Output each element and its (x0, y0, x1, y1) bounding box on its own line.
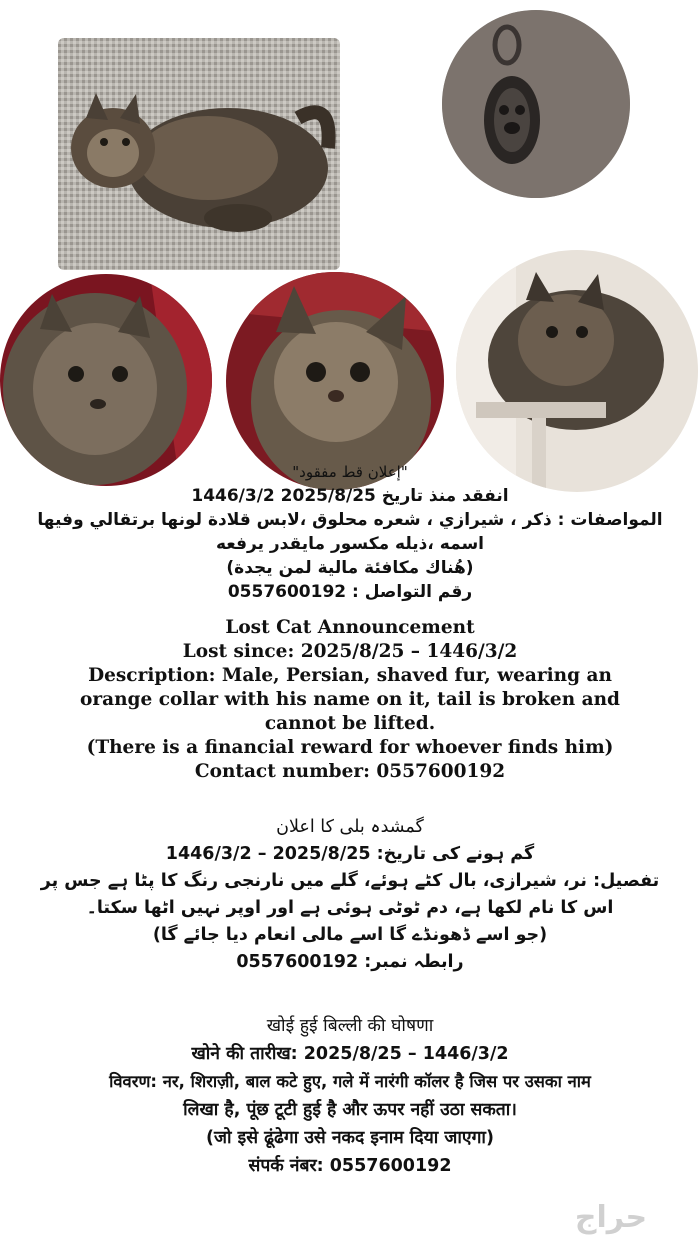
urdu-contact: رابطہ نمبر: 0557600192 (236, 952, 464, 972)
urdu-section (0, 814, 700, 976)
hindi-lost-since: खोने की तारीख: 2025/8/25 – 1446/3/2 (191, 1044, 509, 1064)
urdu-reward: (جو اسے ڈھونڈے گا اسے مالی انعام دیا جائے گا) (152, 925, 548, 945)
english-contact: Contact number: 0557600192 (194, 761, 506, 782)
english-description-line1: Description: Male, Persian, shaved fur, wearing an (88, 665, 612, 686)
cat-photo-scratching-post (456, 250, 698, 492)
hindi-description-line2: लिखा है, पूंछ टूटी हुई है और ऊपर नहीं उठा सकता। (183, 1100, 517, 1120)
arabic-lost-since: انفقد منذ تاريخ 2025/8/25 1446/3/2 (191, 486, 509, 506)
hindi-title: खोई हुई बिल्ली की घोषणा (266, 1016, 434, 1036)
cat-photo-closeup (226, 272, 444, 490)
english-section (0, 616, 700, 784)
english-reward: (There is a financial reward for whoever finds him) (86, 737, 614, 758)
cat-photo-red-rug (0, 274, 212, 486)
arabic-description-line2: اسمه ،ذيله مكسور مايقدر يرفعه (215, 534, 485, 554)
arabic-contact: رقم التواصل : 0557600192 (227, 582, 473, 602)
english-description-line2: orange collar with his name on it, tail is broken and (80, 689, 620, 710)
cat-photo-carpet (58, 38, 340, 270)
english-title: Lost Cat Announcement (225, 617, 475, 638)
haraj-watermark-logo: حراج (574, 1200, 648, 1235)
urdu-description-line1: تفصیل: نر، شیرازی، بال کٹے ہوئے، گلے میں نارنجی رنگ کا پٹا ہے جس پر (40, 871, 660, 891)
collar-tag-photo (442, 10, 630, 198)
urdu-lost-since: گم ہونے کی تاریخ: 2025/8/25 – 1446/3/2 (165, 844, 535, 864)
urdu-description-line2: اس کا نام لکھا ہے، دم ٹوٹی ہوئی ہے اور اوپر نہیں اٹھا سکتا۔ (86, 898, 614, 918)
arabic-reward: (هُناك مكافئة مالية لمن يجدة) (226, 558, 474, 578)
english-description-line3: cannot be lifted. (264, 713, 436, 734)
hindi-reward: (जो इसे ढूंढेगा उसे नकद इनाम दिया जाएगा) (206, 1128, 494, 1148)
arabic-description-line1: المواصفات : ذكر ، شيرازي ، شعره محلوق ،لابس قلادة لونها برتقالي وفيها (37, 510, 663, 530)
hindi-contact: संपर्क नंबर: 0557600192 (248, 1156, 452, 1176)
hindi-description-line1: विवरण: नर, शिराज़ी, बाल कटे हुए, गले में नारंगी कॉलर है जिस पर उसका नाम (109, 1072, 591, 1091)
urdu-title: گمشدہ بلی کا اعلان (276, 817, 424, 837)
hindi-section (0, 1012, 700, 1180)
arabic-section (0, 460, 700, 604)
arabic-title: "إعلان قط مفقود" (292, 463, 408, 481)
english-lost-since: Lost since: 2025/8/25 – 1446/3/2 (182, 641, 518, 662)
